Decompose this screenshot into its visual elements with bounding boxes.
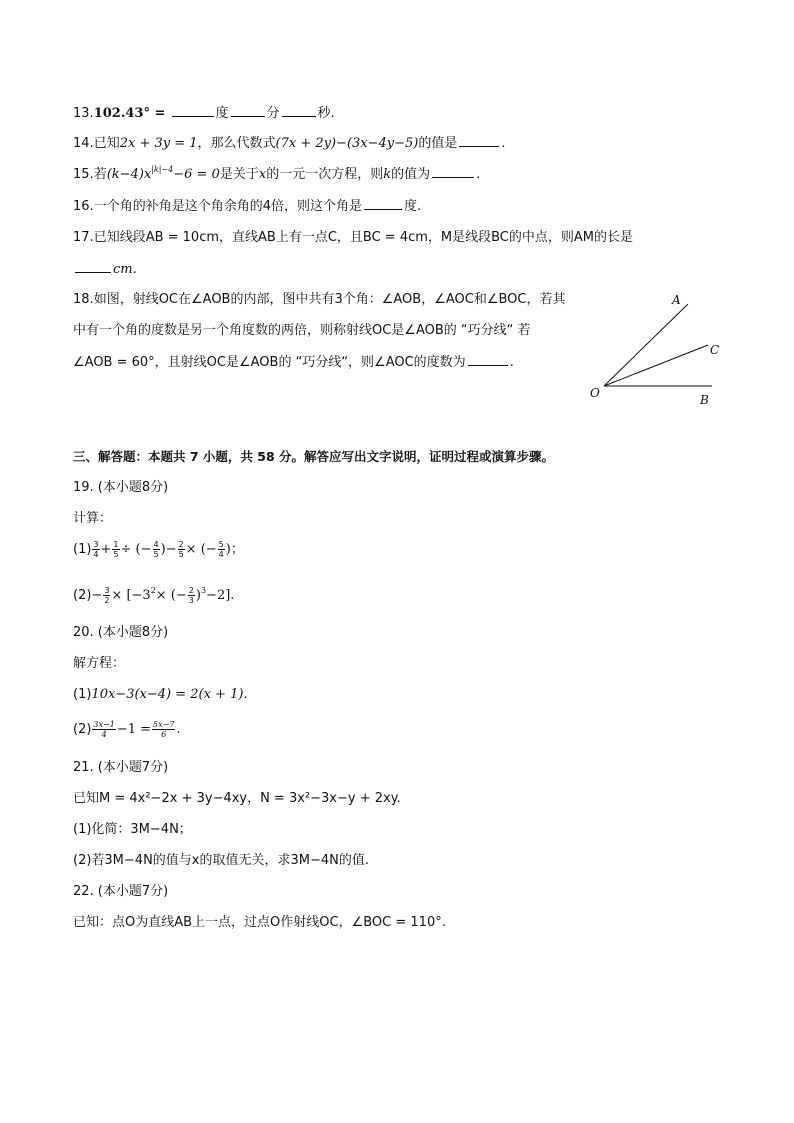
ray-oa [604, 304, 688, 386]
question-20-part1: (1)10x−3(x−4) = 2(x + 1). [73, 687, 248, 702]
question-18-line2: 中有一个角的度数是另一个角度数的两倍，则称射线OC是∠AOB的 “巧分线“ 若 [73, 323, 531, 338]
section-3-heading: 三、解答题：本题共 7 小题，共 58 分。解答应写出文字说明，证明过程或演算步骤。 [73, 449, 555, 464]
label-c: C [710, 343, 720, 357]
question-14: 14.已知2x + 3y = 1，那么代数式(7x + 2y)−(3x−4y−5)的值是 . [73, 133, 506, 154]
answer-blank[interactable] [75, 259, 111, 273]
question-21-part2: (2)若3M−4N的值与x的取值无关，求3M−4N的值. [73, 853, 369, 868]
question-20-title: 20. (本小题8分) [73, 625, 169, 640]
answer-blank[interactable] [231, 103, 265, 117]
question-13: 13.102.43° = 度 分 秒. [73, 103, 335, 124]
question-20-intro: 解方程： [73, 656, 126, 671]
answer-blank[interactable] [172, 103, 214, 117]
answer-blank[interactable] [468, 352, 508, 366]
answer-blank[interactable] [432, 164, 474, 178]
question-22-text: 已知：点O为直线AB上一点，过点O作射线OC，∠BOC = 110°. [73, 915, 446, 930]
answer-blank[interactable] [459, 133, 499, 147]
question-20-part2: (2) $\frac{3x-1}{4}$ −1 = $\frac{5x-7}{6}$ . [73, 720, 181, 739]
label-a: A [672, 293, 681, 307]
question-17: 17.已知线段AB = 10cm，直线AB上有一点C，且BC = 4cm，M是线段BC的中点，则AM的长是 [73, 230, 633, 245]
question-19-part1: (1) $\frac{3}{4}$ + $\frac{1}{5}$ ÷ (− $\frac{4}{5}$ )− $\frac{2}{5}$ × (− $\frac{5}{4}$ )； [73, 540, 244, 559]
question-18: 18.如图，射线OC在∠AOB的内部，图中共有3个角：∠AOB，∠AOC和∠BOC，若其 [73, 292, 566, 307]
question-18-line3: ∠AOB = 60°，且射线OC是∠AOB的 “巧分线“，则∠AOC的度数为 . [73, 352, 514, 373]
label-o: O [590, 386, 600, 400]
question-19-intro: 计算： [73, 511, 113, 526]
question-21-given: 已知M = 4x²−2x + 3y−4xy，N = 3x²−3x−y + 2xy. [73, 791, 401, 806]
question-15: 15.若$(k-4)x^{|k|-4}-6 = 0$是关于x的一元一次方程，则k的值为 . [73, 165, 481, 182]
question-16: 16.一个角的补角是这个角余角的4倍，则这个角是 度. [73, 196, 421, 217]
question-19-title: 19. (本小题8分) [73, 480, 169, 495]
answer-blank[interactable] [282, 103, 316, 117]
label-b: B [700, 393, 709, 407]
ray-oc [604, 345, 708, 386]
angle-figure [580, 288, 730, 413]
question-21-title: 21. (本小题7分) [73, 760, 169, 775]
question-17-line2: cm. [73, 259, 137, 280]
answer-blank[interactable] [364, 196, 402, 210]
question-22-title: 22. (本小题7分) [73, 884, 169, 899]
question-19-part2: (2)− $\frac{3}{2}$ × [$-3^2\times$ (− $\frac{2}{3}$ )$^3$−2]. [73, 586, 235, 605]
question-21-part1: (1)化简：3M−4N； [73, 822, 192, 837]
